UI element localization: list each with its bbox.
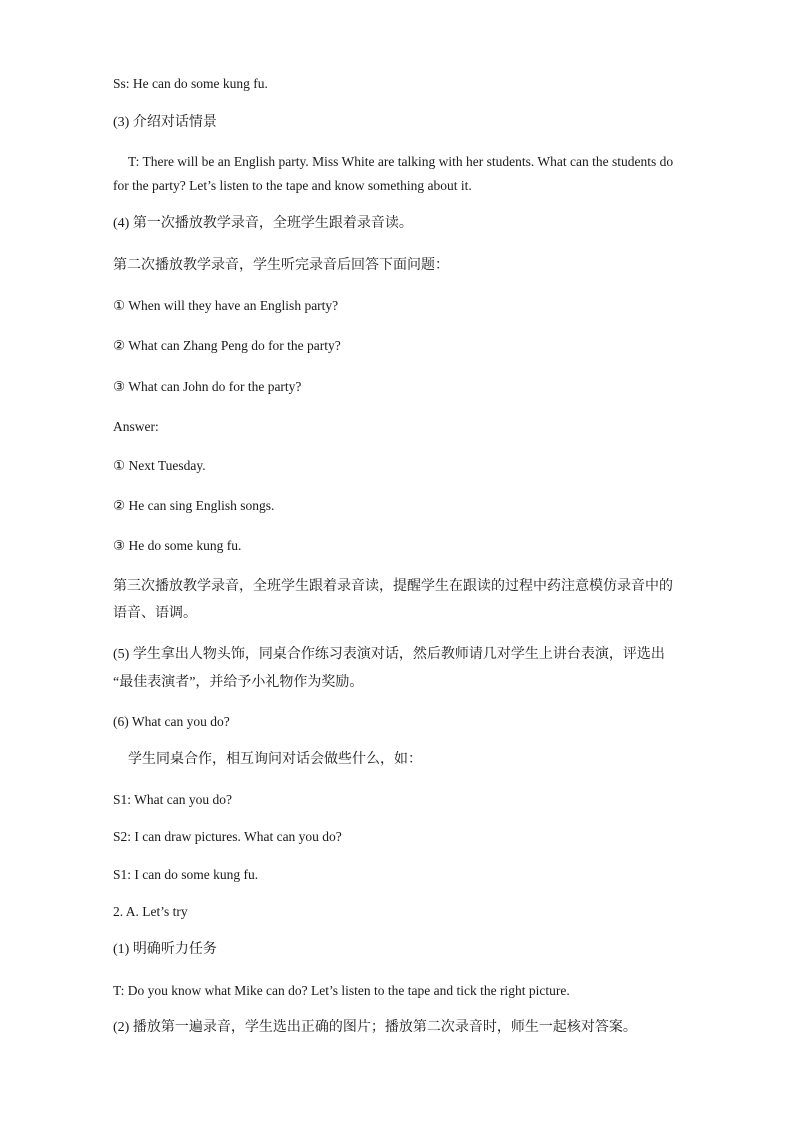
text-line: (5) 学生拿出人物头饰，同桌合作练习表演对话，然后教师请几对学生上讲台表演，评选出 <box>113 647 665 662</box>
answer-label: Answer: <box>113 419 159 434</box>
text-line: 第三次播放教学录音，全班学生跟着录音读，提醒学生在跟读的过程中药注意模仿录音中的 <box>113 579 673 594</box>
dialogue-line: S2: I can draw pictures. What can you do? <box>113 829 342 844</box>
text-line: 语音、语调。 <box>113 606 197 621</box>
answer-item: ③ He do some kung fu. <box>113 538 242 553</box>
text-line: 第二次播放教学录音，学生听完录音后回答下面问题： <box>113 258 449 273</box>
question-item: ② What can Zhang Peng do for the party? <box>113 338 341 353</box>
dialogue-line: S1: I can do some kung fu. <box>113 867 259 882</box>
text-line: 学生同桌合作，相互询问对话会做些什么，如： <box>128 752 422 767</box>
text-line: “最佳表演者”，并给予小礼物作为奖励。 <box>113 675 364 690</box>
section-heading: (3) 介绍对话情景 <box>113 115 217 130</box>
section-heading: 2. A. Let’s try <box>113 904 188 919</box>
text-line: (1) 明确听力任务 <box>113 942 217 957</box>
text-line: (2) 播放第一遍录音，学生选出正确的图片；播放第二次录音时，师生一起核对答案。 <box>113 1020 637 1035</box>
question-item: ③ What can John do for the party? <box>113 379 302 394</box>
answer-item: ① Next Tuesday. <box>113 458 206 473</box>
text-line: Ss: He can do some kung fu. <box>113 76 268 91</box>
text-line: (6) What can you do? <box>113 714 230 729</box>
dialogue-line: S1: What can you do? <box>113 792 232 807</box>
text-paragraph: T: There will be an English party. Miss White are talking with her students. What can the students do for the party? Let’s listen to the tape and know something about it. <box>113 154 674 193</box>
text-line: (4) 第一次播放教学录音，全班学生跟着录音读。 <box>113 216 413 231</box>
answer-item: ② He can sing English songs. <box>113 498 275 513</box>
text-line: T: Do you know what Mike can do? Let’s listen to the tape and tick the right picture. <box>113 983 570 998</box>
question-item: ① When will they have an English party? <box>113 298 339 313</box>
